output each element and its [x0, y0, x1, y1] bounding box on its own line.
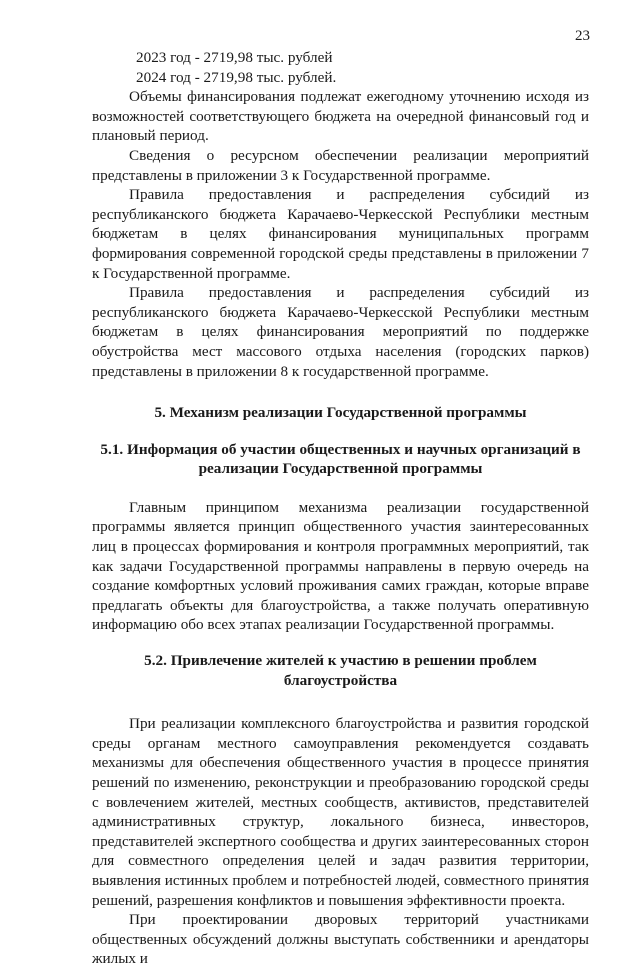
- section-5-2-paragraph-1: При реализации комплексного благоустройства и развития городской среды органам местного самоуправления рекомендуется создавать механизмы для обеспечения общественного участия в процессе принятия решений по изменению, реконструкции и преобразованию городской среды с вовлечением жителей, местных сообществ, активистов, представителей административных структур, локального бизнеса, инвесторов, представителей экспертного сообщества и других заинтересованных сторон для совместного определения целей и задач развития территории, выявления истинных проблем и потребностей людей, совместного принятия решений, разрешения конфликтов и повышения эффективности проекта.: [92, 715, 589, 909]
- section-5-1-paragraph: Главным принципом механизма реализации государственной программы является принцип общественного участия заинтересованных лиц в процессах формирования и контроля программных мероприятий, так как задачи Государственной программы направлены в первую очередь на создание комфортных условий проживания самих граждан, которые вправе предлагать объекты для благоустройства, а также получать оперативную информацию обо всех этапах реализации Государственной программы.: [92, 498, 589, 634]
- paragraph-subsidy-rules-parks: Правила предоставления и распределения субсидий из республиканского бюджета Карачаево-Черкесской Республики местным бюджетам в целях финансирования мероприятий по поддержке обустройства мест массового отдыха населения (городских парков) представлены в приложении 8 к государственной программе.: [92, 284, 589, 380]
- section-5-heading: 5. Механизм реализации Государственной программы: [154, 404, 527, 422]
- section-5-2-paragraph-2: При проектировании дворовых территорий участниками общественных обсуждений должны выступать собственники и арендаторы жилых и: [92, 911, 589, 968]
- page-number: 23: [575, 28, 590, 44]
- funding-line-2024: 2024 год - 2719,98 тыс. рублей.: [136, 68, 337, 86]
- funding-line-2023: 2023 год - 2719,98 тыс. рублей: [136, 49, 333, 66]
- paragraph-subsidy-rules-urban: Правила предоставления и распределения субсидий из республиканского бюджета Карачаево-Черкесской Республики местным бюджетам в целях финансирования муниципальных программ формирования современной городской среды представлены в приложении 7 к Государственной программе.: [92, 186, 589, 282]
- section-5-1-heading: 5.1. Информация об участии общественных и научных организаций в реализации Государственной программы: [100, 440, 581, 478]
- paragraph-resource-provision: Сведения о ресурсном обеспечении реализации мероприятий представлены в приложении 3 к Государственной программе.: [92, 146, 589, 184]
- paragraph-funding-adjustment: Объемы финансирования подлежат ежегодному уточнению исходя из возможностей соответствующего бюджета на очередной финансовый год и плановый период.: [92, 88, 589, 145]
- document-body: [92, 48, 589, 969]
- section-5-2-heading: 5.2. Привлечение жителей к участию в решении проблем благоустройства: [144, 652, 537, 689]
